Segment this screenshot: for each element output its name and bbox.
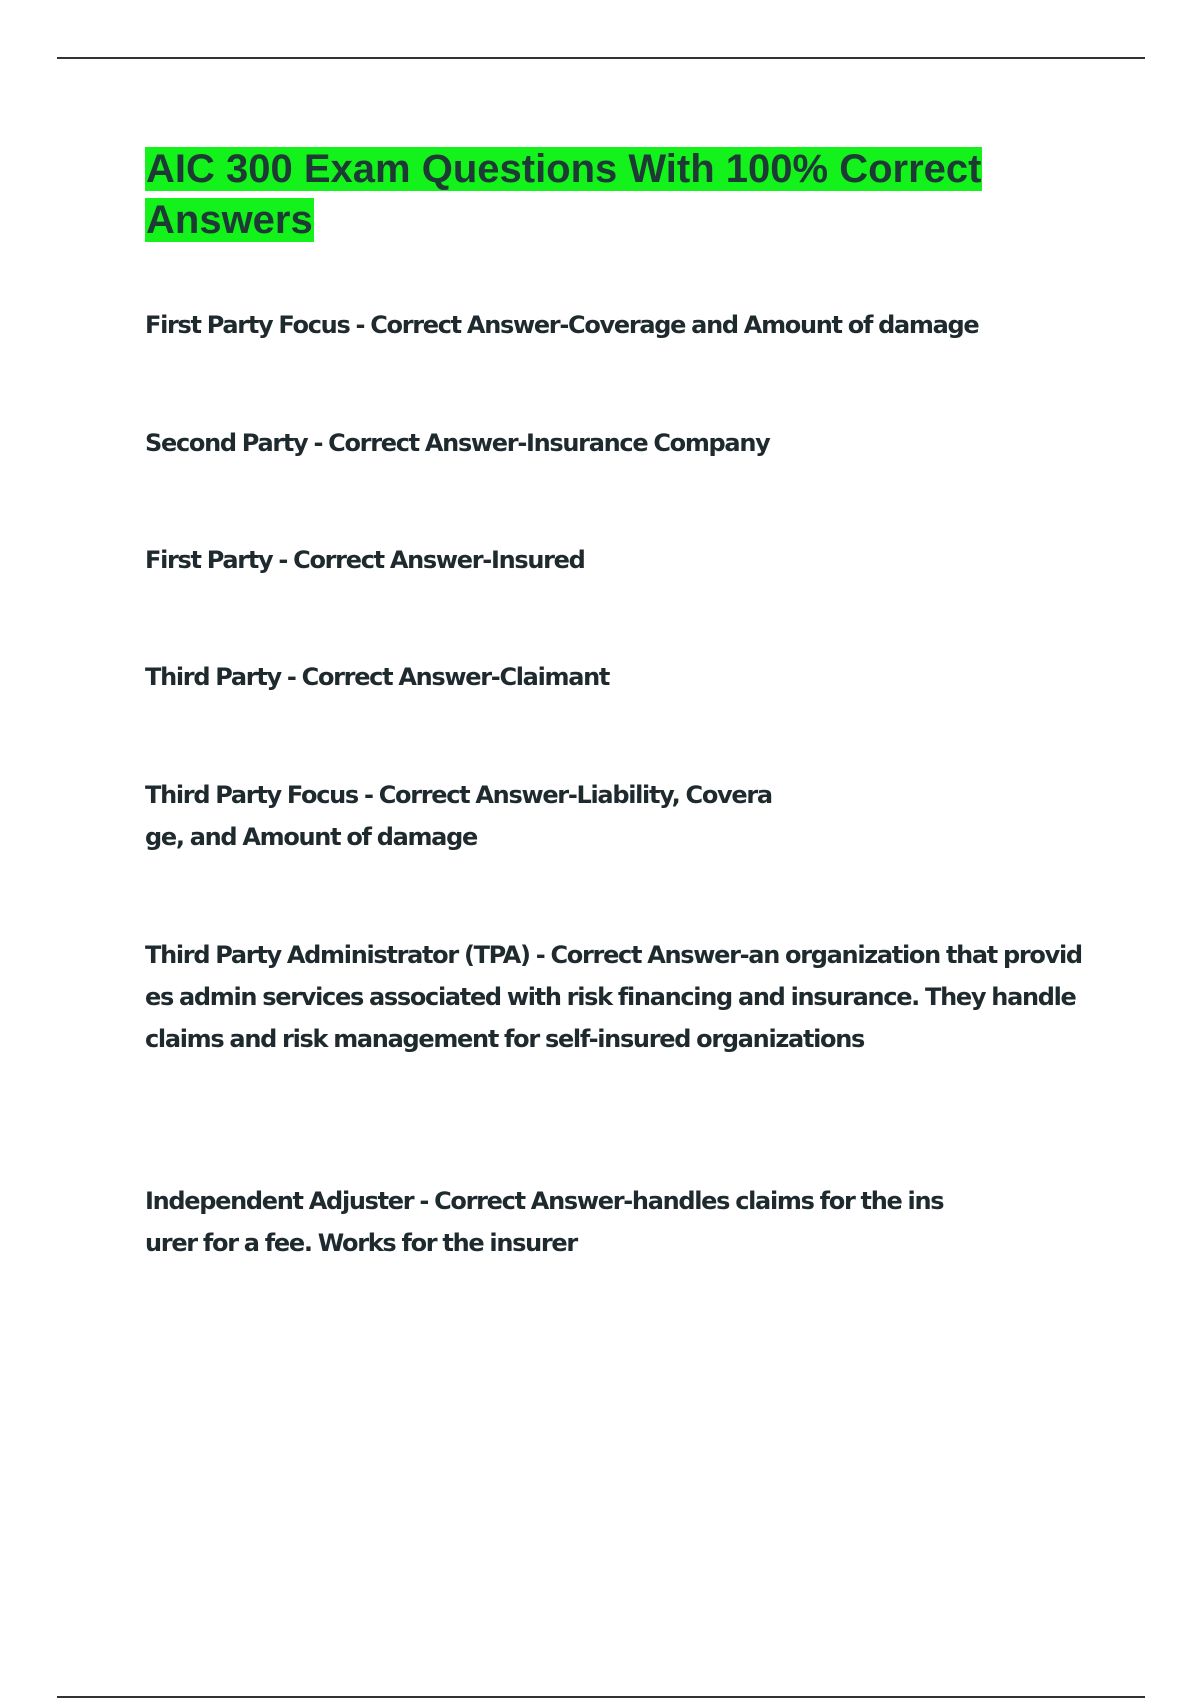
qa-separator: - Correct Answer- xyxy=(272,546,491,574)
footer-divider xyxy=(57,1696,1145,1698)
qa-answer: an organization that provides admin services associated with risk financing and insurance. They handle claims and risk management for self-insured organizations xyxy=(145,941,1082,1053)
document-title xyxy=(145,144,1085,246)
qa-term: First Party Focus xyxy=(145,311,350,339)
qa-term: Third Party Focus xyxy=(145,781,358,809)
qa-item-independent-adjuster xyxy=(145,1180,945,1264)
qa-separator: - Correct Answer- xyxy=(529,941,749,969)
qa-answer: Insured xyxy=(490,546,585,574)
qa-item-first-party-focus xyxy=(145,304,1090,346)
qa-separator: - Correct Answer- xyxy=(280,663,500,691)
qa-item-first-party xyxy=(145,539,1090,581)
qa-separator: - Correct Answer- xyxy=(307,429,526,457)
qa-term: Third Party xyxy=(145,663,281,691)
qa-item-third-party xyxy=(145,656,1090,698)
qa-answer: Liability, Coverage, and Amount of damage xyxy=(145,781,772,851)
qa-item-second-party xyxy=(145,422,1090,464)
qa-term: Second Party xyxy=(145,429,308,457)
qa-term: Independent Adjuster xyxy=(145,1187,414,1215)
qa-separator: - Correct Answer- xyxy=(349,311,569,339)
qa-answer: Coverage and Amount of damage xyxy=(568,311,979,339)
qa-separator: - Correct Answer- xyxy=(357,781,577,809)
qa-term: First Party xyxy=(145,546,273,574)
qa-item-third-party-focus xyxy=(145,774,785,858)
header-divider xyxy=(57,57,1145,59)
qa-answer: handles claims for the insurer for a fee. Works for the insurer xyxy=(145,1187,944,1257)
qa-answer: Claimant xyxy=(499,663,610,691)
qa-term: Third Party Administrator (TPA) xyxy=(145,941,530,969)
qa-separator: - Correct Answer- xyxy=(413,1187,632,1215)
qa-item-third-party-administrator xyxy=(145,934,1090,1060)
qa-answer: Insurance Company xyxy=(525,429,770,457)
document-title-text: AIC 300 Exam Questions With 100% Correct Answers xyxy=(146,147,982,242)
